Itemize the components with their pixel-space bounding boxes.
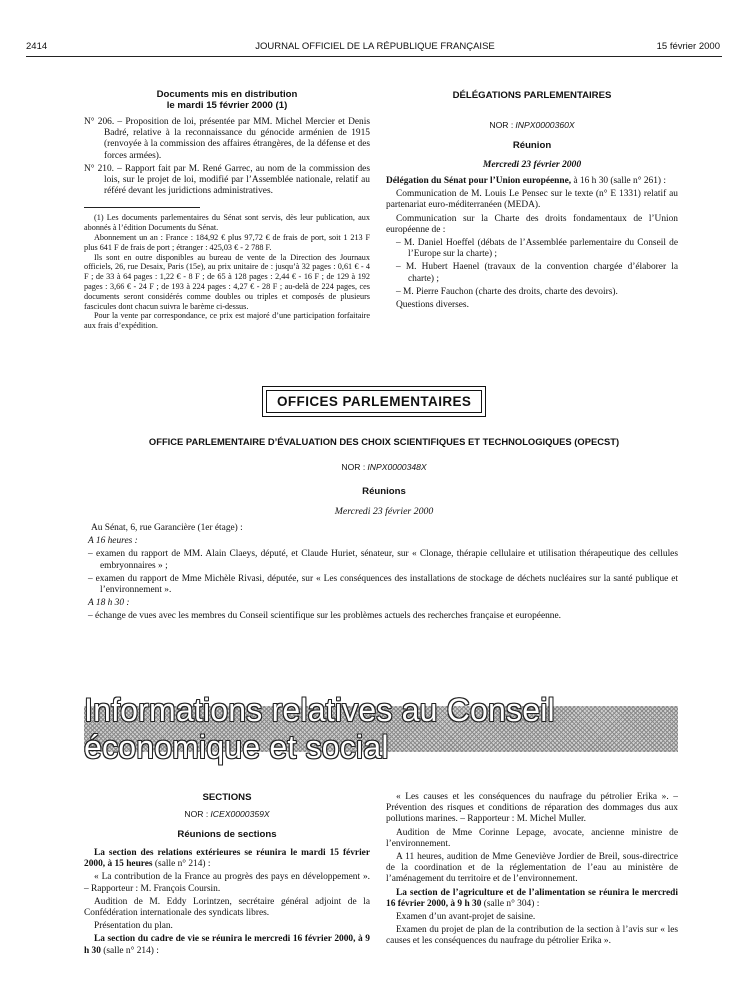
office-item: – examen du rapport de Mme Michèle Rivasi, députée, sur « Les conséquences des installations de stockage de déchets nucléaires sur la santé publique et l’environnement ». (88, 573, 678, 596)
sections-left (84, 792, 370, 959)
sections-subtitle: Réunions de sections (177, 829, 277, 840)
ces-banner (84, 692, 678, 765)
document-number: N° 210. (84, 163, 114, 174)
office-item: – examen du rapport de MM. Alain Claeys, député, et Claude Huriet, sénateur, sur « Clonage, thérapie cellulaire et utilisation thérapeutique des cellules embryonnaires » ; (88, 549, 678, 571)
section-room: (salle n° 214) : (103, 945, 159, 956)
footnote-4: Pour la vente par correspondance, ce prix est majoré d’une participation forfaitaire aux frais d’expédition. (84, 311, 370, 331)
sections-r6: Examen du projet de plan de la contribution de la section à l’avis sur « les causes et les conséquences du naufrage du pétrolier Erika ». (386, 925, 678, 947)
issue-date: 15 février 2000 (656, 41, 720, 52)
office-time-1: A 16 heures : (88, 536, 138, 547)
sections-right (386, 792, 678, 950)
sections-title: SECTIONS (202, 792, 252, 803)
sections-r3: A 11 heures, audition de Mme Geneviève Jordier de Breil, sous-directrice de la coordination et de la réglementation de l’eau au ministère de l’aménagement du territoire et de l’environnement. (386, 852, 678, 885)
documents-title-line2: le mardi 15 février 2000 (1) (166, 99, 288, 111)
documents-title (84, 90, 370, 111)
footnote-rule (84, 207, 200, 208)
delegations-section (386, 90, 678, 313)
delegation-time: à 16 h 30 (salle n° 261) : (573, 176, 666, 186)
office-agenda (88, 523, 678, 625)
nor-code: INPX0000360X (515, 120, 575, 130)
office-location: Au Sénat, 6, rue Garancière (1er étage) : (91, 523, 243, 533)
nor-code: INPX0000348X (367, 462, 427, 472)
section-room: (salle n° 304) : (483, 898, 540, 909)
document-number: N° 206. (84, 117, 115, 127)
section-meeting: La section des relations extérieures se réunira le mardi 15 février 2000, à 15 heures (84, 848, 370, 870)
office-items-1 (88, 549, 678, 596)
document-text: – Proposition de loi, présentée par MM. Michel Mercier et Denis Badré, relative à la reconnaissance du génocide arménien de 1915 (renvoyée à la commission des affaires étrangères, de la défense et des forces armées). (104, 117, 370, 161)
office-subtitle: Réunions (362, 486, 406, 497)
delegations-p3: Questions diverses. (396, 300, 469, 311)
delegations-subtitle: Réunion (512, 140, 552, 151)
delegations-date: Mercredi 23 février 2000 (482, 159, 582, 170)
delegation-item: – M. Hubert Haenel (travaux de la convention chargée d’élaborer la charte) ; (396, 262, 678, 284)
office-items-2 (88, 611, 678, 622)
sections-r4 (386, 888, 678, 910)
footnote-1: (1) Les documents parlementaires du Sénat sont servis, dès leur publication, aux abonnés à l’édition Documents du Sénat. (84, 213, 370, 233)
delegations-p1: Communication de M. Louis Le Pensec sur le texte (n° E 1331) relatif au partenariat euro-méditerranéen (MEDA). (386, 189, 678, 211)
delegations-nor (386, 120, 678, 130)
header-rule (26, 56, 722, 57)
delegation-name: Délégation du Sénat pour l’Union européenne, (386, 176, 572, 186)
document-item (84, 164, 370, 198)
sections-p2: « La contribution de la France au progrès des pays en développement ». – Rapporteur : M. François Coursin. (84, 872, 370, 894)
offices-box-title: OFFICES PARLEMENTAIRES (266, 390, 482, 413)
office-title: OFFICE PARLEMENTAIRE D’ÉVALUATION DES CHOIX SCIENTIFIQUES ET TECHNOLOGIQUES (OPECST) (148, 436, 620, 447)
ces-banner-text: Informations relatives au Conseil économique et social (84, 692, 555, 765)
delegations-title: DÉLÉGATIONS PARLEMENTAIRES (452, 90, 612, 101)
journal-title: JOURNAL OFFICIEL DE LA RÉPUBLIQUE FRANÇAISE (255, 41, 495, 52)
section-room: (salle n° 214) : (154, 859, 211, 870)
delegations-lead (386, 176, 678, 187)
footnote-3: Ils sont en outre disponibles au bureau de vente de la Direction des Journaux officiels, 26, rue Desaix, Paris (15e), au prix unitaire de : jusqu’à 32 pages : 0,61 € - 4 F ; de 33 à 64 pages : 1,22 € - 8 F ; de 65 à 128 pages : 2,44 € - 16 F ; de 129 à 192 pages : 3,66 € - 24 F ; de 193 à 224 pages : 4,27 € - 28 F ; au-delà de 224 pages, ces documents seront considérés comme doubles ou triples et composés de plusieurs fascicules dont chacun suivra le barème ci-dessus. (84, 252, 370, 311)
section-meeting: La section du cadre de vie se réunira le mercredi 16 février 2000, à 9 h 30 (84, 934, 370, 956)
offices-box (262, 386, 486, 417)
delegation-item: – M. Daniel Hoeffel (débats de l’Assemblée parlementaire du Conseil de l’Europe sur la charte) ; (396, 238, 678, 260)
nor-code: ICEX0000359X (210, 809, 270, 819)
document-text: – Rapport fait par M. René Garrec, au nom de la commission des lois, sur le projet de loi, modifié par l’Assemblée nationale, relatif au référé devant les juridictions administratives. (104, 163, 370, 197)
nor-label: NOR : (489, 120, 514, 130)
office-time-2: A 18 h 30 : (88, 598, 130, 609)
sections-p1 (84, 848, 370, 870)
sections-r1: « Les causes et les conséquences du naufrage du pétrolier Erika ». – Prévention des risques et conditions de réparation des dommages dus aux pollutions marines. – Rapporteur : M. Michel Muller. (386, 792, 678, 825)
nor-label: NOR : (341, 462, 366, 472)
document-item (84, 117, 370, 162)
section-meeting: La section de l’agriculture et de l’alimentation se réunira le mercredi 16 février 2000, à 9 h 30 (386, 887, 678, 909)
office-nor (84, 462, 684, 472)
office-item: – échange de vues avec les membres du Conseil scientifique sur les problèmes actuels des recherches française et européenne. (88, 611, 561, 622)
delegations-list (386, 238, 678, 298)
sections-p5 (84, 934, 370, 956)
footnote-2: Abonnement un an : France : 184,92 € plus 97,72 € de frais de port, soit 1 213 F plus 641 F de frais de port ; étranger : 425,03 € - 2 788 F. (84, 233, 370, 252)
documents-list (84, 117, 370, 197)
documents-title-line1: Documents mis en distribution (156, 89, 298, 100)
sections-nor (84, 809, 370, 819)
sections-r2: Audition de Mme Corinne Lepage, avocate, ancienne ministre de l’environnement. (386, 827, 678, 849)
delegation-item: – M. Pierre Fauchon (charte des droits, charte des devoirs). (396, 286, 618, 297)
sections-r5: Examen d’un avant-projet de saisine. (396, 912, 536, 923)
nor-label: NOR : (184, 809, 209, 819)
office-date: Mercredi 23 février 2000 (334, 506, 434, 517)
sections-p3: Audition de M. Eddy Lorintzen, secrétaire général adjoint de la Confédération internationale des syndicats libres. (84, 896, 370, 919)
delegations-p2: Communication sur la Charte des droits fondamentaux de l’Union européenne de : (386, 213, 678, 235)
page-number: 2414 (26, 41, 48, 52)
sections-p4: Présentation du plan. (94, 921, 173, 932)
documents-section (84, 90, 370, 331)
